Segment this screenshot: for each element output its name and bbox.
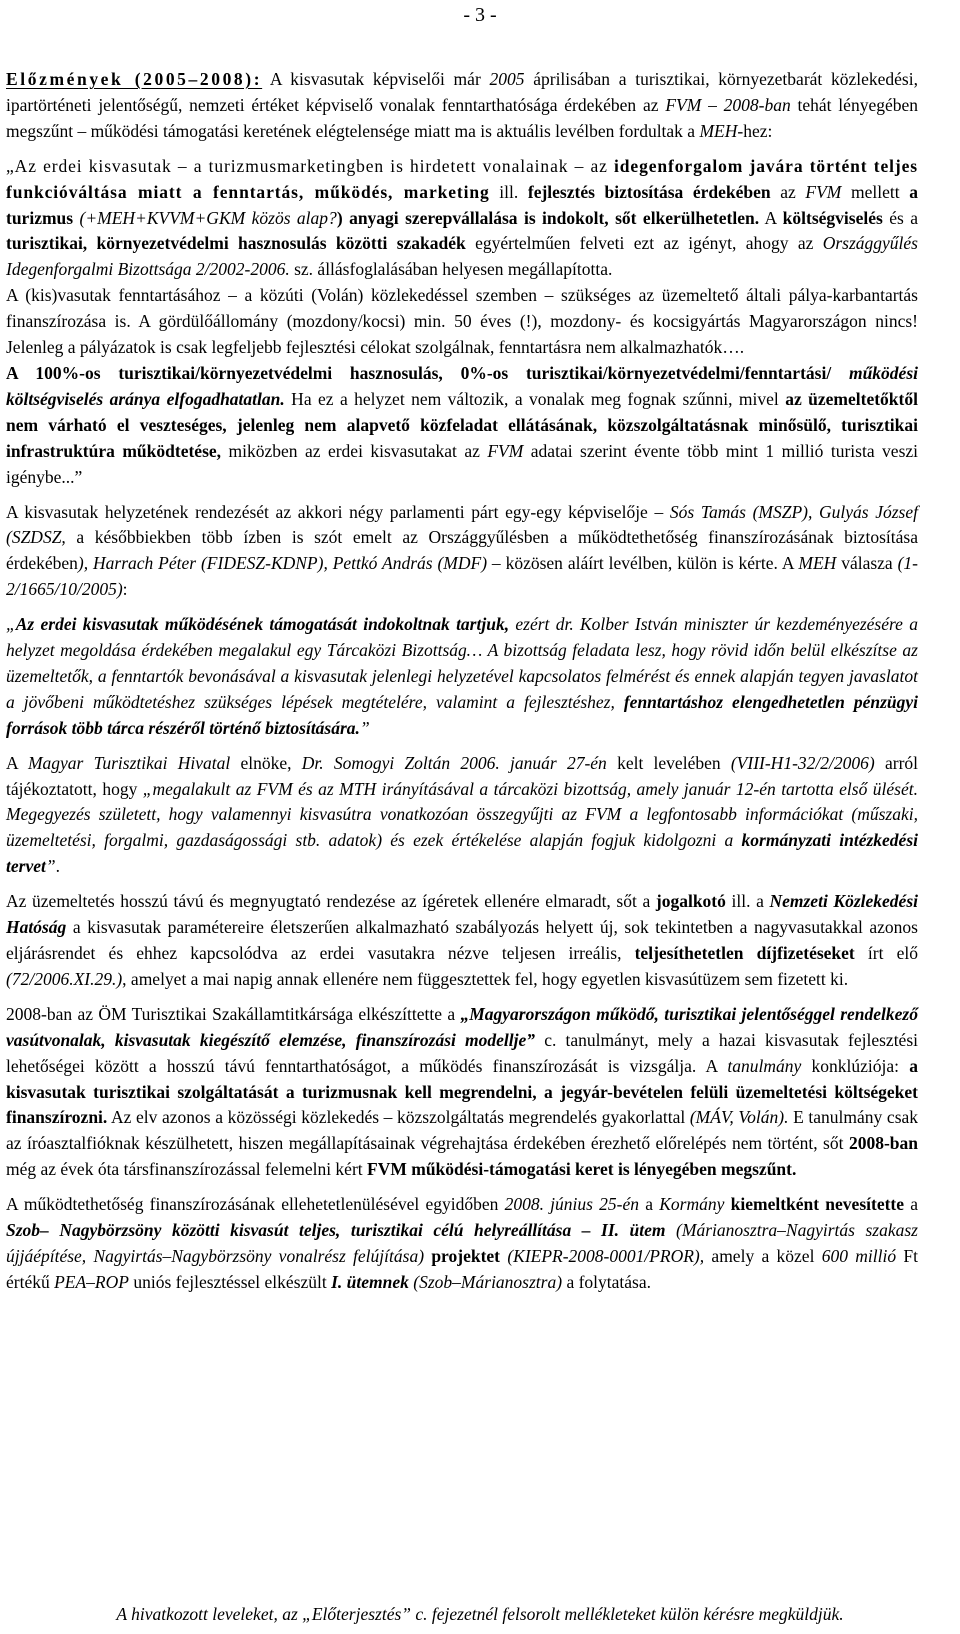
text-run: . [55, 856, 60, 877]
text-run: Előzmények (2005–2008): [6, 69, 263, 89]
text-run: miközben az erdei kisvasutakat az [221, 440, 488, 461]
text-run: áprilisában a turisztikai, környezetbarát közlekedési, ipartörténeti jelentőségű, nemzeti értéket képviselő vonalak fenntarthatósága érdekében az [6, 69, 918, 115]
text-run: MEH [798, 553, 837, 574]
text-run: „Magyarországon működő, turisztikai jelentőséggel rendelkező vasútvonalak, kisvasutak kiegészítő elemzése, finanszírozási modellje” [6, 1003, 918, 1050]
text-run: , amelyet a mai napig annak ellenére nem függesztettek fel, hogy egyetlen kisvasútüzem sem fizetett ki. [122, 968, 849, 989]
text-run: MEH [699, 120, 738, 141]
text-run: a kisvasutak turisztikai szolgáltatását a turizmusnak kell megrendelni, a jegyár-bevételen felüli üzemeltetési költségeket finanszírozni. [6, 1055, 918, 1128]
text-run: A működtethetőség finanszírozásának ellehetetlenülésével egyidőben [6, 1194, 505, 1215]
text-run: kelt levelében [606, 752, 731, 773]
paragraph-p3 [6, 283, 918, 361]
text-run: c. tanulmányt, mely a hazai kisvasutak fejlesztési lehetőségei között a hosszú távú fenntarthatóságot, a működés finanszírozását is vizsgálja. A [6, 1029, 918, 1076]
text-run: 2005 [489, 69, 525, 89]
text-run: (Márianosztra–Nagyirtás szakasz újjáépítése, Nagyirtás–Nagybörzsöny vonalrész felújítása) [6, 1220, 918, 1266]
text-run: Ft értékű [6, 1245, 919, 1292]
text-run: a [639, 1194, 660, 1215]
text-run: elnöke, [230, 752, 302, 773]
text-run: működési költségviselés aránya elfogadhatatlan. [6, 362, 918, 409]
text-run: ill. a [725, 891, 770, 912]
text-run: A (kis)vasutak fenntartásához – a közúti (Volán) közlekedéssel szemben – szükséges az üzemeltető általi pálya-karbantartás finanszírozása is. A gördülőállomány (mozdony/kocsi) min. 50 éves (!), mozdony- és kocsigyártás Magyarországon nincs! Jelenleg a pályázatok is csak legfeljebb fejlesztési célokat szolgálnak, fenntartásra nem alkalmazhatók…. [6, 285, 918, 358]
text-run: a későbbiekben több ízben is szót emelt az Országgyűlésben a működtethetőség finanszírozásának biztosítása érdekében [6, 527, 918, 574]
text-run: FVM működési-támogatási keret is lényegében megszűnt. [367, 1159, 797, 1180]
text-run: Ha ez a helyzet nem változik, a vonalak meg fognak szűnni, mivel [284, 388, 786, 409]
text-run: projektet [431, 1245, 501, 1266]
text-run: I. ütemnek [331, 1271, 409, 1292]
text-run: „ [6, 614, 16, 635]
paragraph-p9 [6, 1002, 918, 1183]
document-body [6, 67, 918, 1305]
text-run: Dr. Somogyi Zoltán 2006. január 27-én [301, 752, 607, 773]
text-run: az üzemeltetőktől nem várható el veszteséges, jelenleg nem alapvető közfeladat ellátásának, közszolgáltatásnak minősülő, turisztikai infrastruktúra működtetése, [6, 388, 918, 461]
text-run: Magyar Turisztikai Hivatal [27, 752, 231, 773]
text-run: Nemzeti Közlekedési Hatóság [6, 891, 918, 938]
text-run: A 100%-os turisztikai/környezetvédelmi hasznosulás, 0%-os turisztikai/környezetvédelmi/fenntartási/ [6, 362, 849, 383]
text-run: A kisvasutak helyzetének rendezését az akkori négy parlamenti párt egy-egy képviselője – [6, 501, 670, 522]
text-run: -hez: [737, 120, 773, 141]
page-footer-note: A hivatkozott leveleket, az „Előterjesztés” c. fejezetnél felsorolt mellékleteket külön kérésre megküldjük. [116, 1604, 844, 1624]
paragraph-p10 [6, 1192, 918, 1296]
text-run: 600 millió [821, 1245, 897, 1266]
text-run: ezért dr. Kolber István miniszter úr kezdeményezésére a helyzet megoldása érdekében megalakul egy Tárcaközi Bizottság… A bizottság feladata lesz, hogy rövid időn belül elkészítse az üzemeltetők, a fenntartók bevonásával a kisvasutak jelenlegi helyzetével kapcsolatos felmérést és ennek alapján tegyen javaslatot a jövőbeni működtetéshez szükséges lépések megtételére, valamint a fejlesztéshez, [6, 614, 918, 712]
paragraph-p5 [6, 500, 918, 604]
text-run: (72/2006.XI.29.) [6, 968, 123, 989]
text-run: Szob– Nagybörzsöny közötti kisvasút teljes, turisztikai célú helyreállítása – II. ütem [6, 1220, 666, 1241]
paragraph-p6 [6, 612, 918, 742]
text-run: – közösen aláírt levélben, külön is kérte. A [487, 553, 799, 574]
paragraph-p7 [6, 751, 918, 881]
paragraph-p4 [6, 361, 918, 491]
text-run: (KIEPR-2008-0001/PROR), [507, 1245, 705, 1266]
text-run: fenntartáshoz elengedhetetlen pénzügyi források több tárca részéről történő biztosítására. [6, 691, 918, 738]
text-run: adatai szerint évente több mint 1 millió turista veszi igénybe...” [6, 440, 919, 487]
text-run: a turizmus [6, 181, 918, 228]
text-run: az [770, 181, 806, 202]
paragraph-p2 [6, 154, 918, 284]
text-run: írt elő [854, 943, 919, 963]
text-run: teljesíthetetlen díjfizetéseket [634, 943, 855, 963]
text-run: (Szob–Márianosztra) [413, 1271, 563, 1292]
text-run: kormányzati intézkedési tervet [6, 830, 918, 877]
text-run: A [6, 752, 28, 773]
text-run: A kisvasutak képviselői már [262, 69, 490, 89]
text-run: válasza [836, 553, 898, 574]
text-run: FVM [805, 181, 842, 202]
text-run: turisztikai, környezetvédelmi hasznosulás közötti szakadék [6, 233, 466, 254]
text-run: E tanulmány csak az íróasztalfióknak készülhetett, hiszen megállapításainak végrehajtása érdekében érezhető előrelépés nem történt, sőt [6, 1107, 919, 1154]
text-run: Az erdei kisvasutak működésének támogatását indokoltnak tartjuk, [15, 614, 510, 635]
text-run: kiemeltként nevesítette [730, 1194, 905, 1215]
text-run: ill. [489, 181, 528, 202]
text-run: 2008-ban [848, 1133, 918, 1154]
text-run: Kormány [659, 1194, 725, 1215]
text-run: mellett [841, 181, 910, 202]
text-run: PEA–ROP [54, 1271, 129, 1292]
text-run: költségviselés [782, 207, 883, 228]
text-run: uniós fejlesztéssel elkészült [128, 1271, 332, 1292]
text-run: ” [45, 856, 56, 877]
text-run: sz. [289, 259, 318, 280]
text-run: arról tájékoztatott, hogy [6, 752, 919, 799]
text-run: a folytatása. [562, 1271, 651, 1292]
text-run: Sós Tamás (MSZP), Gulyás József (SZDSZ, [6, 501, 918, 548]
text-run: (MÁV, Volán). [689, 1107, 789, 1128]
text-run: A [759, 207, 783, 228]
text-run: Az elv azonos a közösségi közlekedés – közszolgáltatás megrendelés gyakorlattal [107, 1107, 690, 1128]
text-run: és a [882, 207, 919, 228]
text-run: 2008-ban az ÖM Turisztikai Szakállamtitkársága elkészíttette a [6, 1003, 461, 1024]
text-run: 2008. június 25-én [504, 1194, 640, 1215]
text-run: (+MEH+KVVM+GKM közös alap? [79, 207, 337, 228]
text-run: (1-2/1665/10/2005) [6, 553, 918, 600]
text-run: a [904, 1194, 919, 1215]
text-run: „Az erdei kisvasutak – a turizmusmarketingben is hirdetett vonalainak – az [6, 155, 615, 176]
paragraph-p1 [6, 67, 918, 145]
text-run: Az üzemeltetés hosszú távú és megnyugtató rendezése az ígéretek ellenére elmaradt, sőt a [6, 891, 656, 912]
text-run: konklúziója: [801, 1055, 910, 1076]
text-run: a kisvasutak paramétereire életszerűen alkalmazható szabályozás helyett új, sok tekintetben a nagyvasutakkal azonos eljárásrendet és ehhez kapcsolódva az erdei vasutakra nézve teljesen irreális, [6, 917, 918, 963]
text-run: tanulmány [727, 1055, 802, 1076]
text-run: ” [359, 717, 370, 738]
text-run: amely a közel [704, 1245, 822, 1266]
text-run: idegenforgalom javára történt teljes funkcióváltása miatt a fenntartás, működés, marketing [6, 155, 918, 202]
text-run: tehát lényegében megszűnt – működési támogatási keretének elégtelensége miatt ma is aktuális levélben fordultak a [6, 94, 918, 141]
paragraph-p8 [6, 889, 918, 993]
text-run: ), Harrach Péter (FIDESZ-KDNP), Pettkó András (MDF) [77, 553, 488, 574]
text-run: (VIII-H1-32/2/2006) [730, 752, 875, 773]
text-run: állásfoglalásában helyesen megállapította. [317, 259, 613, 280]
text-run: FVM – 2008-ban [665, 94, 791, 115]
text-run: „megalakult az FVM és az MTH irányításával a tárcaközi bizottság, amely január 12-én tartotta első ülését. Megegyezés született, hogy valamennyi kisvasútra vonatkozóan összegyűjti az FVM a legfontosabb információkat (műszaki, üzemeltetési, forgalmi, gazdaságossági stb. adatok) és ezek értékelése alapján fogjuk kidolgozni a [6, 778, 918, 851]
text-run: Országgyűlés Idegenforgalmi Bizottsága 2/2002-2006. [6, 233, 918, 280]
text-run: ) anyagi szerepvállalása is indokolt, sőt elkerülhetetlen. [336, 207, 760, 228]
text-run: jogalkotó [655, 891, 726, 912]
page-number: - 3 - [463, 4, 497, 26]
text-run: : [122, 579, 128, 600]
text-run: még az évek óta társfinanszírozással felemelni kért [6, 1159, 368, 1180]
text-run: egyértelműen felveti ezt az igényt, ahogy az [465, 233, 823, 254]
text-run: FVM [487, 440, 524, 461]
text-run: fejlesztés biztosítása érdekében [527, 181, 771, 202]
